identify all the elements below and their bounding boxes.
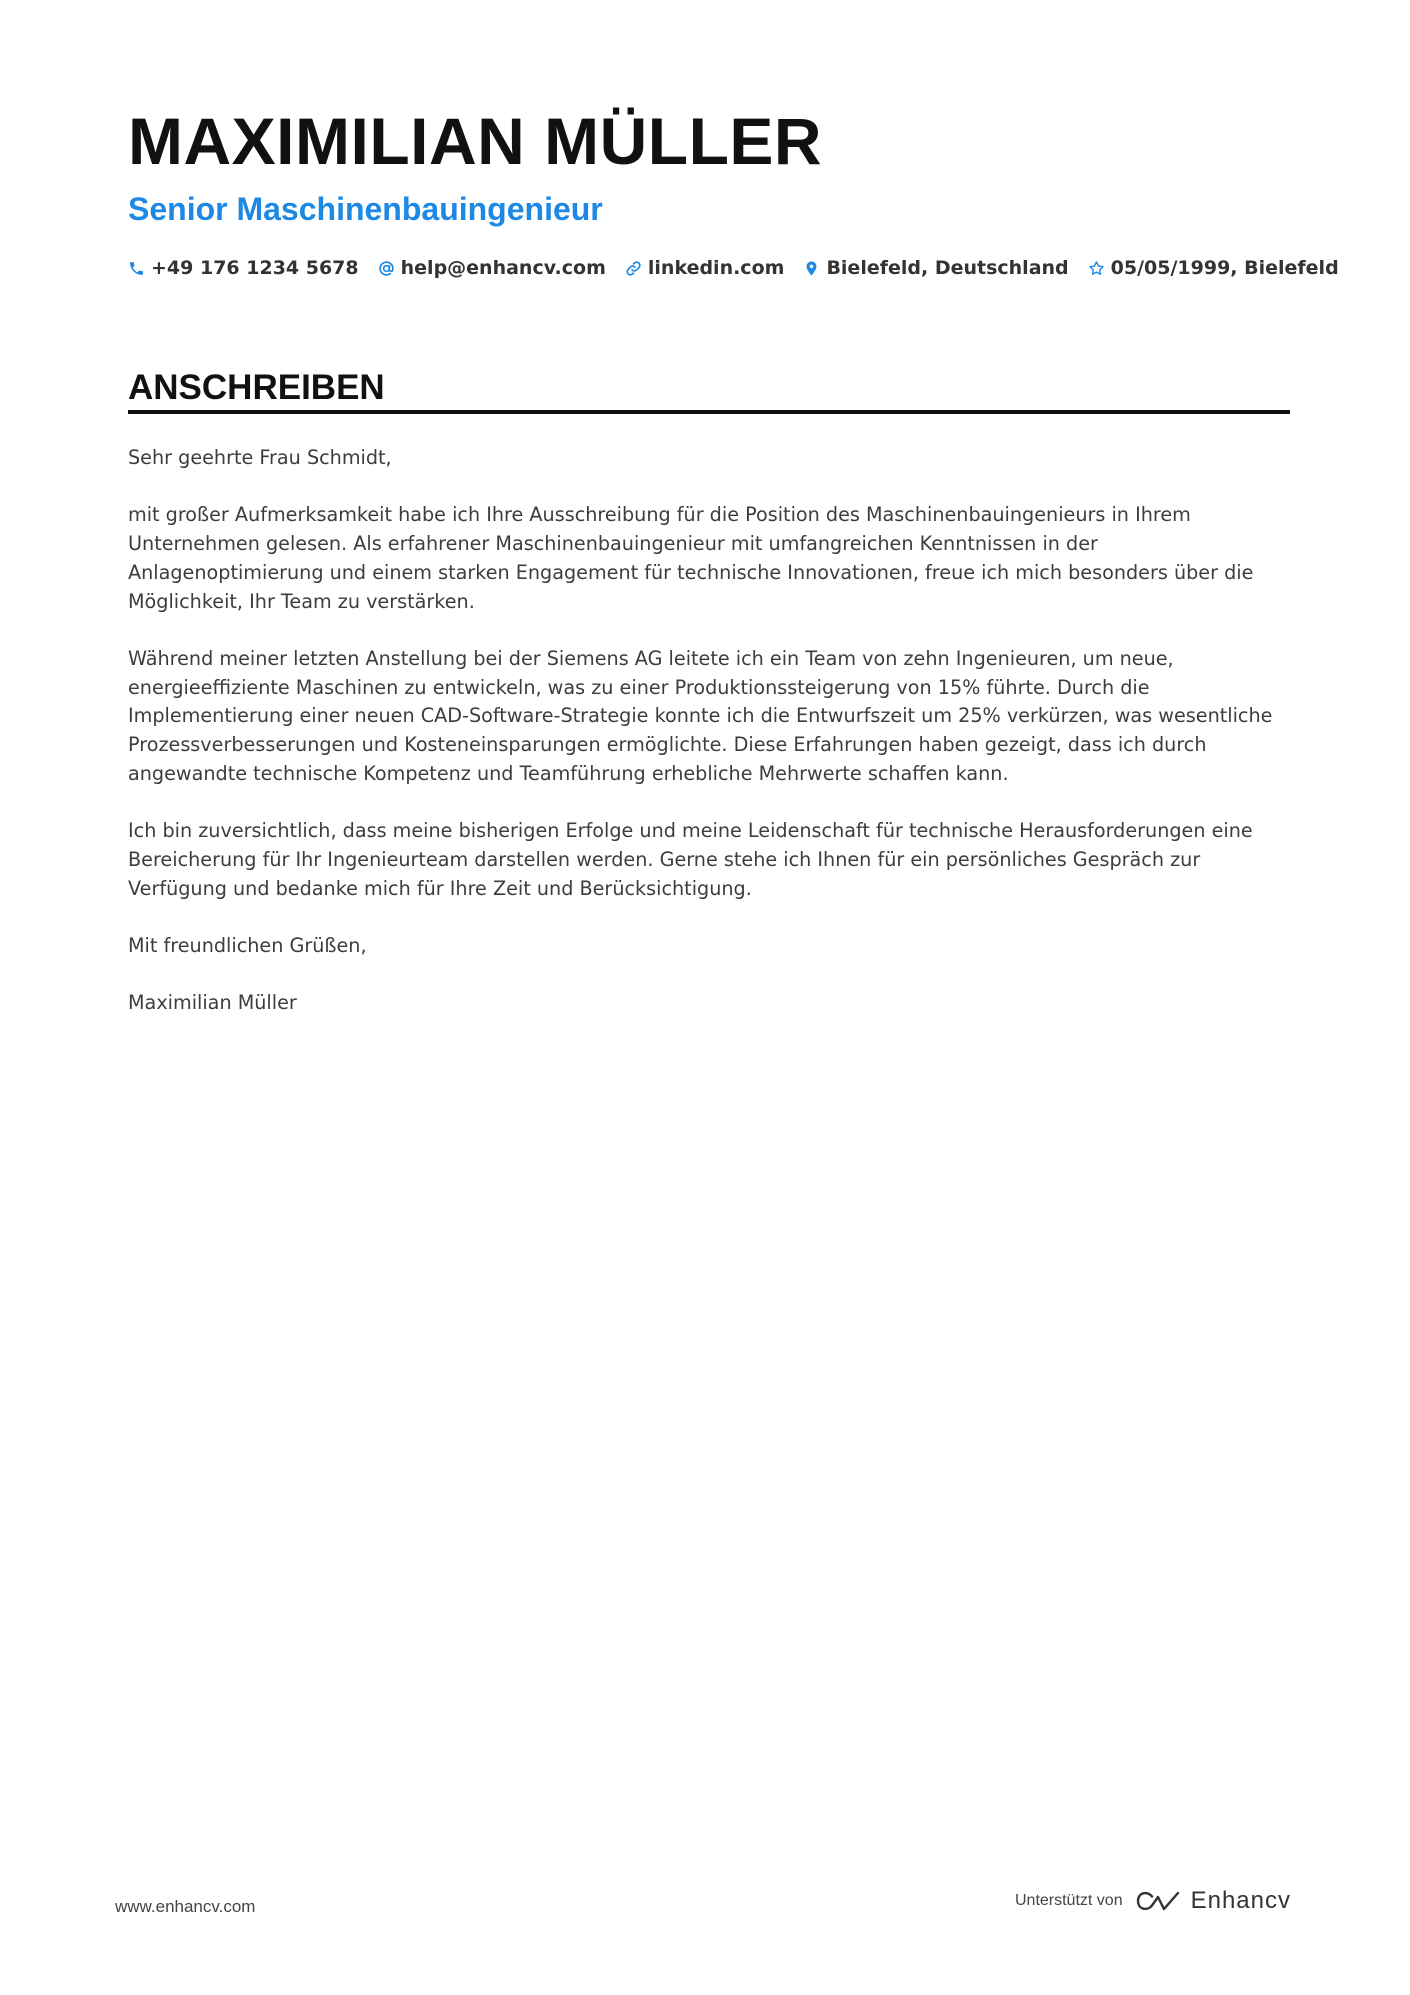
link-icon <box>625 260 642 277</box>
contact-bar <box>128 257 1339 279</box>
letter-paragraph: mit großer Aufmerksamkeit habe ich Ihre Ausschreibung für die Position des Maschinenbauingenieurs in Ihrem Unternehmen gelesen. Als erfahrener Maschinenbauingenieur mit umfangreichen Kenntnissen in der Anlagenoptimierung und einem starken Engagement für technische Innovationen, freue ich mich besonders über die Möglichkeit, Ihr Team zu verstärken. <box>128 503 1254 613</box>
enhancv-logo-icon <box>1135 1888 1181 1914</box>
contact-linkedin[interactable] <box>625 257 785 279</box>
letter-salutation: Sehr geehrte Frau Schmidt, <box>128 446 392 469</box>
contact-location <box>803 257 1068 279</box>
brand-name: Enhancv <box>1190 1887 1291 1914</box>
contact-email[interactable] <box>378 257 606 279</box>
contact-birth-text: 05/05/1999, Bielefeld <box>1110 257 1339 279</box>
contact-phone[interactable] <box>128 257 359 279</box>
candidate-name: MAXIMILIAN MÜLLER <box>128 104 823 178</box>
location-pin-icon <box>803 260 820 277</box>
letter-paragraph: Ich bin zuversichtlich, dass meine bisherigen Erfolge und meine Leidenschaft für technische Herausforderungen eine Bereicherung für Ihr Ingenieurteam darstellen werden. Gerne stehe ich Ihnen für ein persönliches Gespräch zur Verfügung und bedanke mich für Ihre Zeit und Berücksichtigung. <box>128 819 1253 900</box>
letter-paragraph: Während meiner letzten Anstellung bei der Siemens AG leitete ich ein Team von zehn Ingenieuren, um neue, energieeffiziente Maschinen zu entwickeln, was zu einer Produktionssteigerung von 15% führte. Durch die Implementierung einer neuen CAD-Software-Strategie konnte ich die Entwurfszeit um 25% verkürzen, was wesentliche Prozessverbesserungen und Kosteneinsparungen ermöglichte. Diese Erfahrungen haben gezeigt, dass ich durch angewandte technische Kompetenz und Teamführung erhebliche Mehrwerte schaffen kann. <box>128 646 1273 785</box>
section-divider <box>128 410 1290 414</box>
at-icon <box>378 260 395 277</box>
letter-body <box>128 444 1298 1047</box>
contact-phone-text: +49 176 1234 5678 <box>151 257 359 279</box>
contact-location-text: Bielefeld, Deutschland <box>826 257 1069 279</box>
contact-linkedin-text: linkedin.com <box>647 257 785 279</box>
phone-icon <box>128 260 145 277</box>
footer-website-link[interactable]: www.enhancv.com <box>115 1897 256 1916</box>
contact-birth <box>1088 257 1339 279</box>
job-title: Senior Maschinenbauingenieur <box>128 191 603 227</box>
contact-email-text: help@enhancv.com <box>400 257 606 279</box>
section-title: ANSCHREIBEN <box>128 368 385 407</box>
powered-by-label: Unterstützt von <box>1014 1892 1123 1909</box>
star-icon <box>1088 260 1105 277</box>
footer-brand[interactable] <box>1015 1887 1291 1915</box>
letter-signature: Maximilian Müller <box>128 991 297 1015</box>
letter-closing: Mit freundlichen Grüßen, <box>128 933 367 957</box>
